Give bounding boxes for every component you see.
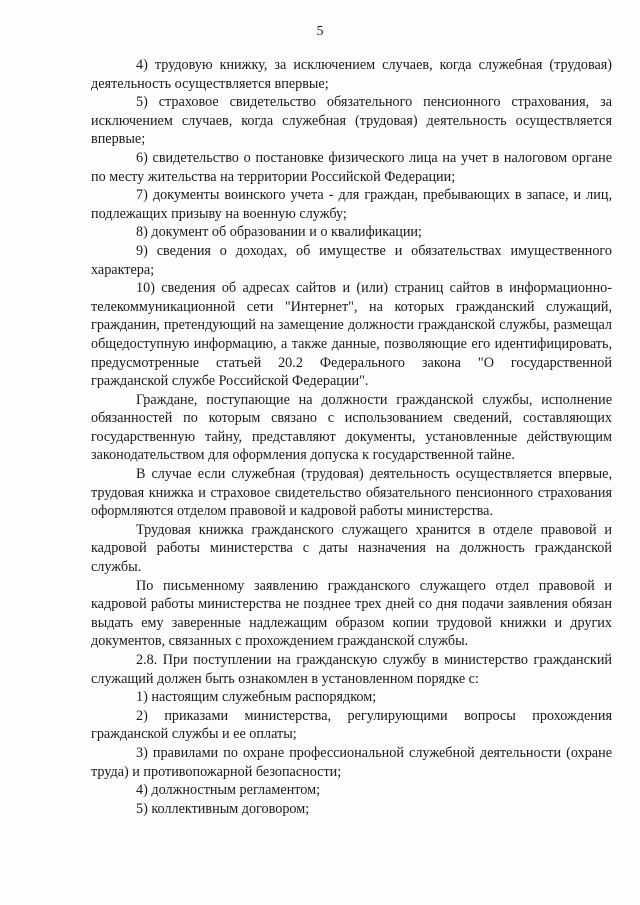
- paragraph-list-item-5: 5) коллективным договором;: [136, 800, 310, 817]
- page-number: 5: [316, 24, 324, 39]
- document-body: [91, 56, 612, 818]
- paragraph-section-2-8: 2.8. При поступлении на гражданскую службу в министерство гражданский служащий должен быть ознакомлен в установленном порядке с:: [91, 652, 612, 687]
- paragraph-item-10-website-information: 10) сведения об адресах сайтов и (или) страниц сайтов в информационно-телекоммуникационной сети "Интернет", на которых гражданский служащий, гражданин, претендующий на замещение должности гражданской службы, размещал общедоступную информацию, а также данные, позволяющие его идентифицировать, предусмотренные статьей 20.2 Федерального закона "О государственной гражданской службе Российской Федерации".: [91, 280, 612, 390]
- paragraph-first-employment: В случае если служебная (трудовая) деятельность осуществляется впервые, трудовая книжка и страховое свидетельство обязательного пенсионного страхования оформляются отделом правовой и кадровой работы министерства.: [91, 466, 612, 520]
- paragraph-list-item-2: 2) приказами министерства, регулирующими вопросы прохождения гражданской службы и ее оплаты;: [91, 707, 612, 743]
- paragraph-item-7-military-documents: 7) документы воинского учета - для граждан, пребывающих в запасе, и лиц, подлежащих призыву на военную службу;: [91, 187, 612, 222]
- paragraph-item-8-education-document: 8) документ об образовании и о квалификации;: [136, 224, 422, 241]
- paragraph-state-secret: Граждане, поступающие на должности гражданской службы, исполнение обязанностей по которым связано с использованием сведений, составляющих государственную тайну, представляют документы, установленные действующим законодательством для оформления допуска к государственной тайне.: [91, 391, 612, 464]
- paragraph-item-4-labor-book: 4) трудовую книжку, за исключением случаев, когда служебная (трудовая) деятельность осуществляется впервые;: [91, 57, 612, 92]
- paragraph-item-5-pension-certificate: 5) страховое свидетельство обязательного пенсионного страхования, за исключением случаев, когда служебная (трудовая) деятельность осуществляется впервые;: [91, 94, 612, 148]
- paragraph-item-6-tax-registration: 6) свидетельство о постановке физического лица на учет в налоговом органе по месту жительства на территории Российской Федерации;: [91, 149, 612, 185]
- paragraph-list-item-4: 4) должностным регламентом;: [136, 782, 321, 799]
- paragraph-labor-book-storage: Трудовая книжка гражданского служащего хранится в отделе правовой и кадровой работы министерства с даты назначения на должность гражданской службы.: [91, 521, 612, 576]
- paragraph-document-copies: По письменному заявлению гражданского служащего отдел правовой и кадровой работы министерства не позднее трех дней со дня подачи заявления обязан выдать ему заверенные надлежащим образом копии трудовой книжки и других документов, связанных с прохождением гражданской службы.: [91, 577, 612, 650]
- paragraph-list-item-3: 3) правилами по охране профессиональной служебной деятельности (охране труда) и противопожарной безопасности;: [91, 744, 612, 780]
- paragraph-list-item-1: 1) настоящим служебным распорядком;: [136, 689, 377, 706]
- paragraph-item-9-income-information: 9) сведения о доходах, об имуществе и обязательствах имущественного характера;: [91, 242, 612, 278]
